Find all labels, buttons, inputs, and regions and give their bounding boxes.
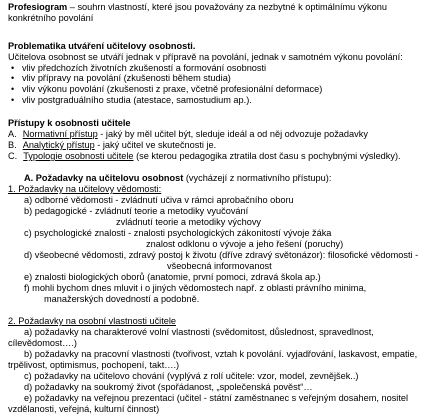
section-1-line: a) odborné vědomosti - zvládnutí učiva v rámci aprobačního oboru (24, 195, 294, 205)
section-2-line: c) požadavky na učitelovo chování (vyplývá z rolí učitele: vzor, model, zevnějšek..) (24, 371, 359, 381)
section-2-line: e) požadavky na veřejnou prezentaci (učitel - státní zaměstnanec s veřejným dosahem, nositel (24, 393, 409, 403)
problematika-bullet: vliv postgraduálního studia (atestace, samostudium ap.). (22, 95, 252, 105)
pristup-letter: C. (8, 151, 18, 161)
section-2-line: d) požadavky na soukromý život (spořádanost, „společenská pověst“… (24, 382, 313, 392)
pristup-name: Analytický přístup (22, 140, 95, 150)
pristup-description: - jaký učitel ve skutečnosti je. (94, 140, 217, 150)
problematika-heading: Problematika utváření učitelovy osobnosti. (8, 41, 196, 51)
bullet-dot-icon: • (11, 73, 15, 83)
problematika-bullet: vliv přípravy na povolání (zkušenosti během studia) (22, 73, 231, 83)
section-2-line: a) požadavky na charakterové volní vlastnosti (svědomitost, důslednost, spravedlnost, (24, 327, 374, 337)
bullet-dot-icon: • (11, 84, 15, 94)
section-1-line: zvládnutí teorie a metodiky výchovy (116, 217, 262, 227)
profesiogram-term: Profesiogram (8, 2, 68, 12)
section-1-line: d) všeobecné vědomosti, zdravý postoj k životu (dříve zdravý světonázor): filosofické vědomosti - (24, 250, 419, 260)
bullet-dot-icon: • (11, 63, 15, 73)
section-2-line: trpělivost, optimismus, pochopení, takt….) (8, 360, 180, 370)
pristupy-heading: Přístupy k osobnosti učitele (8, 118, 131, 128)
pristup-letter: A. (8, 129, 17, 139)
pristup-name: Normativní přístup (22, 129, 98, 139)
problematika-bullet: vliv výkonu povolání (zkušenosti z praxe, včetně profesionální deformace) (22, 84, 323, 94)
pristup-item-b (8, 140, 216, 151)
pozadavky-heading-bold: A. Požadavky na učitelovu osobnost (24, 173, 184, 183)
section-2-line: vzdělanosti, veřejná, kulturní činnost) (8, 404, 160, 414)
section-1-line: znalost odklonu o vývoje a jeho řešení (poruchy) (146, 239, 344, 249)
section-1-line: e) znalosti biologických oborů (anatomie, první pomoci, zdravá škola ap.) (24, 272, 321, 282)
pristup-description: (se kterou pedagogika ztratila dost času s pochybnými výsledky). (133, 151, 401, 161)
section-2-title: 2. Požadavky na osobní vlastnosti učitele (8, 316, 177, 326)
section-1-line: f) mohli bychom dnes mluvit i o jiných vědomostech např. z oblasti právního minima, (24, 283, 367, 293)
profesiogram-line-2: konkrétního povolání (8, 13, 94, 23)
pristup-name: Typologie osobnosti učitele (23, 151, 134, 161)
pristup-item-a (8, 129, 368, 140)
section-1-line: manažerských dovedností a podobně. (44, 294, 200, 304)
pristup-letter: B. (8, 140, 17, 150)
problematika-intro: Učitelova osobnost se utváří jednak v přípravě na povolání, jednak v samotném výkonu povolání: (8, 52, 403, 62)
pristup-item-c (8, 151, 401, 162)
section-2-line: b) požadavky na pracovní vlastnosti (tvořivost, vztah k povolání. vyjadřování, laskavost, empatie, (24, 349, 418, 359)
problematika-bullet: vliv předchozích životních zkušeností a formování osobnosti (22, 63, 267, 73)
pozadavky-heading (24, 173, 331, 184)
profesiogram-definition: – souhrn vlastností, které jsou považovány za nezbytné k optimálnímu výkonu (67, 2, 387, 12)
section-1-line: c) psychologické znalosti - znalosti psychologických zákonitostí vývoje žáka (24, 228, 332, 238)
section-1-line: b) pedagogické - zvládnutí teorie a metodiky vyučování (24, 206, 249, 216)
section-2-line: cílevědomost….) (8, 338, 77, 348)
section-1-line: všeobecná informovanost (167, 261, 272, 271)
bullet-dot-icon: • (11, 95, 15, 105)
profesiogram-line-1 (8, 2, 387, 13)
section-1-title: 1. Požadavky na učitelovy vědomosti: (8, 184, 162, 194)
pozadavky-heading-note: (vycházejí z normativního přístupu): (183, 173, 332, 183)
pristup-description: - jaký by měl učitel být, sleduje ideál a od něj odvozuje požadavky (97, 129, 368, 139)
